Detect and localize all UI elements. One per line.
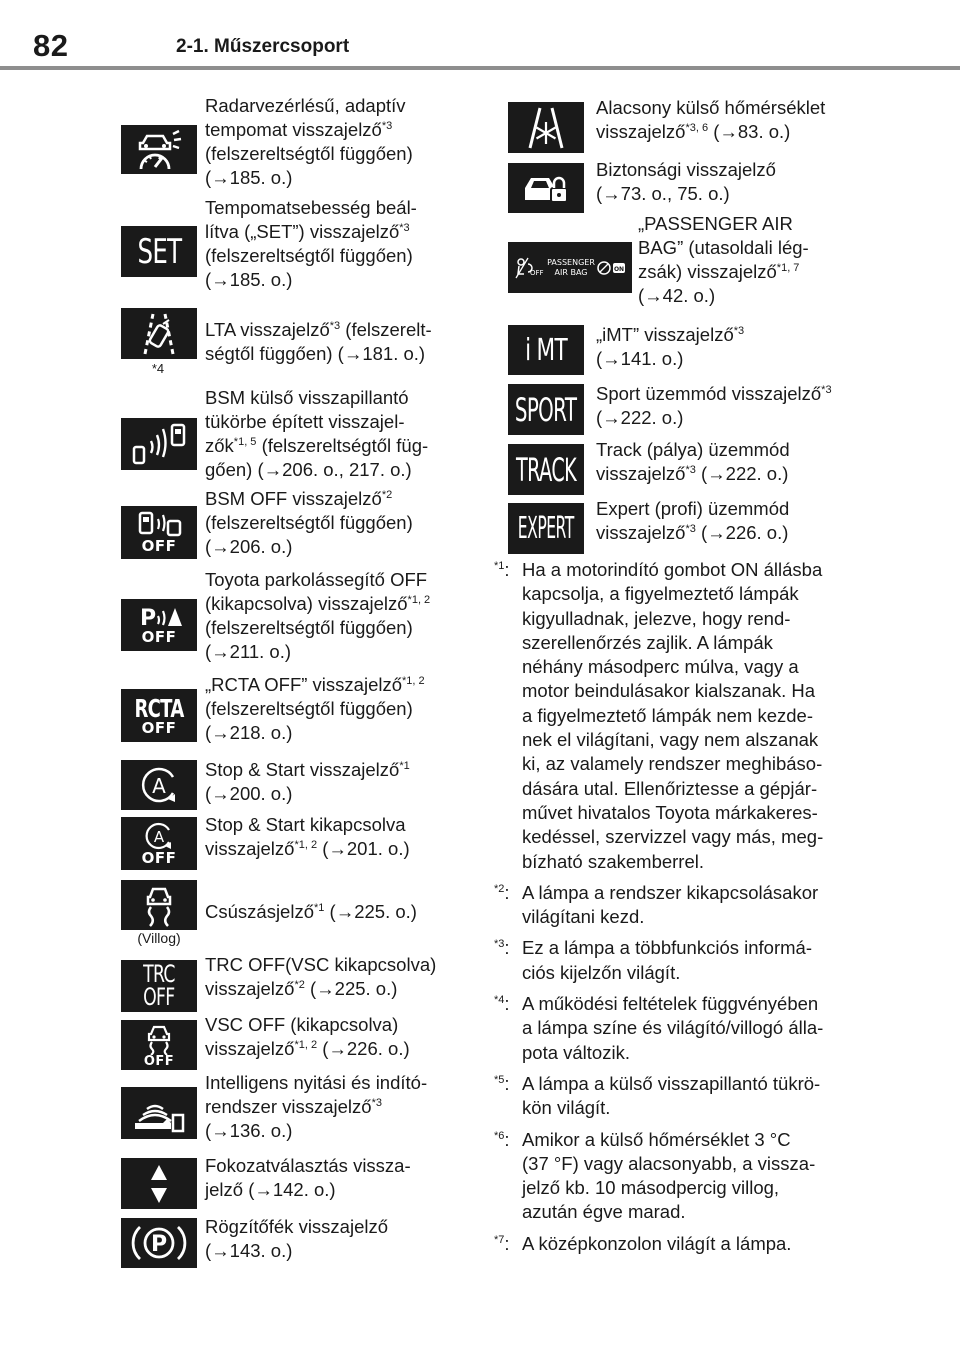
stop-start-off-letter: A: [153, 828, 165, 846]
page-number: 82: [33, 28, 69, 63]
footnote: [494, 558, 954, 874]
entry-text-line: BAG” (utasoldali lég-: [638, 237, 809, 258]
footnote-line: A középkonzolon világít a lámpa.: [522, 1232, 792, 1254]
footnote: [494, 881, 954, 930]
entry-text-line: (felszereltségtől függően): [205, 698, 413, 719]
entry-text-line: (→73. o., 75. o.): [596, 183, 730, 204]
footnote-line: A lámpa a külső visszapillantó tükrö-: [522, 1072, 821, 1094]
rcta-off-icon: [121, 689, 197, 742]
reference-superscript: *1, 2: [294, 839, 318, 851]
entry-text-line: (→222. o.): [596, 407, 684, 428]
footnote-line: bízható szakemberrel.: [522, 850, 705, 872]
entry-text-line: BSM külső visszapillantó: [205, 387, 409, 408]
entry-text: [205, 673, 425, 745]
trc-label: TRC: [143, 960, 175, 989]
footnote-mark: $^{*5}$:: [494, 1072, 510, 1094]
entry-text-line: (felszereltségtől függően): [205, 512, 413, 533]
entry-text-line: TRC OFF(VSC kikapcsolva): [205, 954, 437, 975]
footnote-line: a lámpa színe és világító/villogó álla-: [522, 1017, 824, 1039]
vsc-off-label: OFF: [143, 1053, 175, 1069]
entry-text-line: (→42. o.): [638, 285, 716, 306]
passenger-airbag-icon: [508, 242, 632, 293]
entry-text-line: jelző (→142. o.): [205, 1179, 336, 1200]
footnote-line: dására utal. Ellenőriztesse a gépjár-: [522, 777, 818, 799]
entry-text-line: (kikapcsolva) visszajelző$^{*1, 2}$: [205, 593, 431, 614]
reference-superscript: *1, 2: [407, 594, 431, 606]
entry-text-line: „RCTA OFF” visszajelző$^{*1, 2}$: [205, 674, 425, 695]
entry-text: [596, 438, 790, 486]
reference-superscript: *3: [371, 1097, 382, 1109]
entry-text-line: Stop & Start kikapcsolva: [205, 814, 406, 835]
entry-text-line: „iMT” visszajelző$^{*3}$: [596, 324, 745, 345]
entry-text-line: VSC OFF (kikapcsolva): [205, 1014, 399, 1035]
footnote: [494, 1232, 954, 1256]
entry-text-line: visszajelző$^{*1, 2}$ (→201. o.): [205, 838, 410, 859]
footnote-mark: $^{*3}$:: [494, 937, 510, 959]
radar-cruise-icon: [121, 125, 197, 174]
footnote-line: nek el világítani, vagy nem alszanak: [522, 729, 819, 751]
footnote-line: A működési feltételek függvényében: [522, 993, 819, 1015]
entry-text-line: tükörbe épített visszajel-: [205, 411, 405, 432]
stop-start-icon: [121, 760, 197, 810]
entry-text-line: Tempomatsebesség beál-: [205, 197, 417, 218]
rcta-label: RCTA: [134, 693, 184, 723]
entry-text-line: LTA visszajelző$^{*3}$ (felszerelt-: [205, 319, 432, 340]
imt-icon: [508, 325, 584, 375]
entry-text-line: (→200. o.): [205, 783, 293, 804]
trc-off-icon: [121, 960, 197, 1012]
footnote-line: azután égve marad.: [522, 1201, 686, 1223]
footnote-line: kedéssel, szervizzel vagy más, meg-: [522, 826, 824, 848]
footnote-mark: $^{*7}$:: [494, 1232, 510, 1254]
footnote-mark: $^{*1}$:: [494, 559, 510, 580]
entry-text-line: (→185. o.): [205, 269, 293, 290]
security-icon: [508, 163, 584, 213]
page-header: [0, 0, 960, 70]
entry-text-line: Rögzítőfék visszajelző: [205, 1216, 389, 1237]
entry-text-line: Radarvezérlésű, adaptív: [205, 95, 406, 116]
footnote: [494, 936, 954, 985]
entry-text-line: Sport üzemmód visszajelző$^{*3}$: [596, 383, 832, 404]
expert-label: EXPERT: [518, 511, 574, 546]
track-label: TRACK: [515, 450, 577, 489]
entry-text: [205, 568, 430, 664]
footnote: [494, 1128, 954, 1225]
entry-text-line: visszajelző$^{*3}$ (→222. o.): [596, 463, 789, 484]
expert-mode-icon: [508, 503, 584, 554]
entry-text-line: Expert (profi) üzemmód: [596, 498, 790, 519]
entry-text-line: lítva („SET”) visszajelző$^{*3}$: [205, 221, 410, 242]
entry-text: [205, 1013, 410, 1061]
entry-text-line: rendszer visszajelző$^{*3}$: [205, 1096, 382, 1117]
reference-superscript: *3: [381, 120, 393, 132]
entry-text: [596, 158, 776, 206]
reference-superscript: *3: [399, 222, 410, 234]
header-divider: [0, 66, 960, 70]
entry-text-line: (felszereltségtől függően): [205, 143, 413, 164]
entry-text-line: visszajelző$^{*2}$ (→225. o.): [205, 978, 398, 999]
entry-text: [205, 900, 417, 924]
entry-text-line: visszajelző$^{*3, 6}$ (→83. o.): [596, 121, 791, 142]
entry-text: [638, 212, 809, 308]
airbag-off-label: OFF: [530, 268, 544, 277]
airbag-airbag-label: AIR BAG: [554, 267, 588, 277]
bsm-icon: [121, 418, 197, 470]
sport-label: SPORT: [515, 390, 577, 429]
shift-position-icon: [121, 1158, 197, 1209]
entry-text-line: Biztonsági visszajelző: [596, 159, 776, 180]
footnote-line: jelző kb. 10 másodpercig villog,: [522, 1177, 780, 1199]
entry-text-line: (→141. o.): [596, 348, 684, 369]
reference-superscript: *3: [685, 523, 696, 535]
entry-text: [205, 318, 432, 366]
reference-superscript: *1, 7: [776, 262, 800, 274]
entry-text: [596, 497, 789, 545]
footnote-line: Amikor a külső hőmérséklet 3 °C: [522, 1128, 791, 1150]
lta-icon: [121, 308, 197, 359]
entry-text-line: tempomat visszajelző$^{*3}$: [205, 119, 393, 140]
footnote-line: kapcsolja, a figyelmeztető lámpák: [522, 583, 799, 605]
reference-superscript: *1: [399, 760, 410, 772]
footnote-line: motor beindulásakor kialszanak. Ha: [522, 680, 816, 702]
sport-mode-icon: [508, 384, 584, 435]
slip-caption: (Villog): [137, 930, 181, 946]
stop-start-off-label: OFF: [141, 849, 177, 867]
entry-text-line: (→218. o.): [205, 722, 293, 743]
section-title: 2-1. Műszercsoport: [176, 36, 350, 57]
entry-text: [205, 94, 413, 190]
entry-text-line: Alacsony külső hőmérséklet: [596, 97, 826, 118]
rcta-off-label: OFF: [141, 718, 177, 737]
entry-text-line: Stop & Start visszajelző$^{*1}$: [205, 759, 410, 780]
bsm-off-label: OFF: [141, 536, 177, 555]
svg-text:P: P: [140, 606, 157, 628]
entry-text-line: gően) (→206. o., 217. o.): [205, 459, 412, 480]
footnote-mark: $^{*4}$:: [494, 993, 510, 1015]
footnote-line: Ez a lámpa a többfunkciós informá-: [522, 937, 812, 959]
entry-text: [205, 196, 417, 292]
trc-off-label: OFF: [143, 983, 175, 1011]
footnote-line: ki, az valamely rendszer meghibáso-: [522, 753, 823, 775]
airbag-passenger-label: PASSENGER: [547, 257, 595, 267]
reference-superscript: *1, 5: [233, 436, 257, 448]
entry-text-line: BSM OFF visszajelző$^{*2}$: [205, 488, 393, 509]
footnote-line: szerellenőrzés zajlik. A lámpák: [522, 631, 773, 653]
parking-assist-off-icon: [121, 599, 197, 651]
reference-superscript: *2: [381, 489, 393, 501]
footnote-line: néhány másodperc múlva, vagy a: [522, 656, 799, 678]
reference-superscript: *1: [314, 902, 325, 914]
reference-superscript: *1, 2: [294, 1039, 318, 1051]
footnote-line: ciós kijelzőn világít.: [522, 961, 681, 983]
reference-superscript: *3, 6: [685, 122, 709, 134]
vsc-off-icon: [121, 1020, 197, 1070]
entry-text: [205, 1154, 411, 1202]
set-icon-label: SET: [137, 231, 181, 272]
footnote-mark: $^{*2}$:: [494, 881, 510, 903]
footnote-line: Ha a motorindító gombot ON állásba: [522, 559, 823, 580]
reference-superscript: *3: [329, 320, 341, 332]
entry-text: [205, 386, 428, 482]
footnote-line: kön világít.: [522, 1097, 611, 1119]
entry-text-line: (felszereltségtől függően): [205, 245, 413, 266]
footnote-line: (37 °F) vagy alacsonyabb, a vissza-: [522, 1152, 816, 1174]
entry-text-line: Intelligens nyitási és indító-: [205, 1072, 428, 1093]
airbag-on-label: ON: [613, 265, 625, 273]
entry-text-line: Toyota parkolássegítő OFF: [205, 569, 428, 590]
footnote-mark: $^{*6}$:: [494, 1128, 510, 1150]
entry-text: [205, 1215, 388, 1263]
bsm-off-icon: [121, 506, 197, 559]
stop-start-letter: A: [152, 774, 166, 798]
entry-text-line: (felszereltségtől függően): [205, 617, 413, 638]
entry-text-line: (→211. o.): [205, 641, 292, 662]
entry-text-line: (→136. o.): [205, 1120, 293, 1141]
footnote: [494, 1072, 954, 1121]
entry-text: [205, 813, 410, 861]
reference-superscript: *2: [294, 979, 305, 991]
entry-text: [205, 1071, 427, 1143]
footnote-line: pota változik.: [522, 1041, 630, 1063]
entry-text-line: visszajelző$^{*3}$ (→226. o.): [596, 522, 789, 543]
footnote-line: világítani kezd.: [522, 906, 645, 928]
entry-text: [205, 953, 436, 1001]
entry-text-line: zők$^{*1, 5}$ (felszereltségtől füg-: [205, 435, 429, 456]
parking-brake-letter: P: [150, 1232, 168, 1257]
footnote-line: művet hivatalos Toyota márkakeres-: [522, 801, 818, 823]
entry-text-line: zsák) visszajelző$^{*1, 7}$: [638, 261, 800, 282]
footnote-line: A lámpa a rendszer kikapcsolásakor: [522, 881, 819, 903]
slip-indicator-icon: [121, 880, 197, 930]
entry-text: [205, 758, 410, 806]
entry-text-line: (→206. o.): [205, 536, 293, 557]
reference-superscript: *1, 2: [402, 675, 425, 687]
entry-text-line: (→143. o.): [205, 1240, 293, 1261]
entry-text-line: Csúszásjelző$^{*1}$ (→225. o.): [205, 901, 417, 922]
entry-text-line: Track (pálya) üzemmód: [596, 439, 790, 460]
lta-caption: *4: [151, 361, 165, 376]
reference-superscript: *3: [821, 384, 832, 396]
footnotes: [494, 558, 954, 1263]
entry-text: [205, 487, 413, 559]
smart-key-icon: [121, 1087, 197, 1139]
set-icon: [121, 226, 197, 277]
entry-text-line: (→185. o.): [205, 167, 293, 188]
parking-off-label: OFF: [141, 628, 177, 646]
entry-text-line: „PASSENGER AIR: [638, 213, 793, 234]
imt-label: i MT: [525, 332, 567, 368]
entry-text: [596, 382, 832, 430]
footnote: [494, 992, 954, 1065]
reference-superscript: *3: [685, 464, 696, 476]
reference-superscript: *3: [733, 325, 745, 337]
parking-brake-icon: [121, 1218, 197, 1268]
footnote-line: a figyelmeztető lámpák nem kezde-: [522, 704, 813, 726]
track-mode-icon: [508, 444, 584, 495]
entry-text: [596, 323, 744, 371]
low-temperature-icon: [508, 102, 584, 153]
stop-start-off-icon: [121, 817, 197, 870]
entry-text: [596, 96, 825, 144]
footnote-line: kigyulladnak, jelezve, hogy rend-: [522, 607, 791, 629]
entry-text-line: ségtől függően) (→181. o.): [205, 343, 426, 364]
entry-text-line: Fokozatválasztás vissza-: [205, 1155, 411, 1176]
entry-text-line: visszajelző$^{*1, 2}$ (→226. o.): [205, 1038, 410, 1059]
